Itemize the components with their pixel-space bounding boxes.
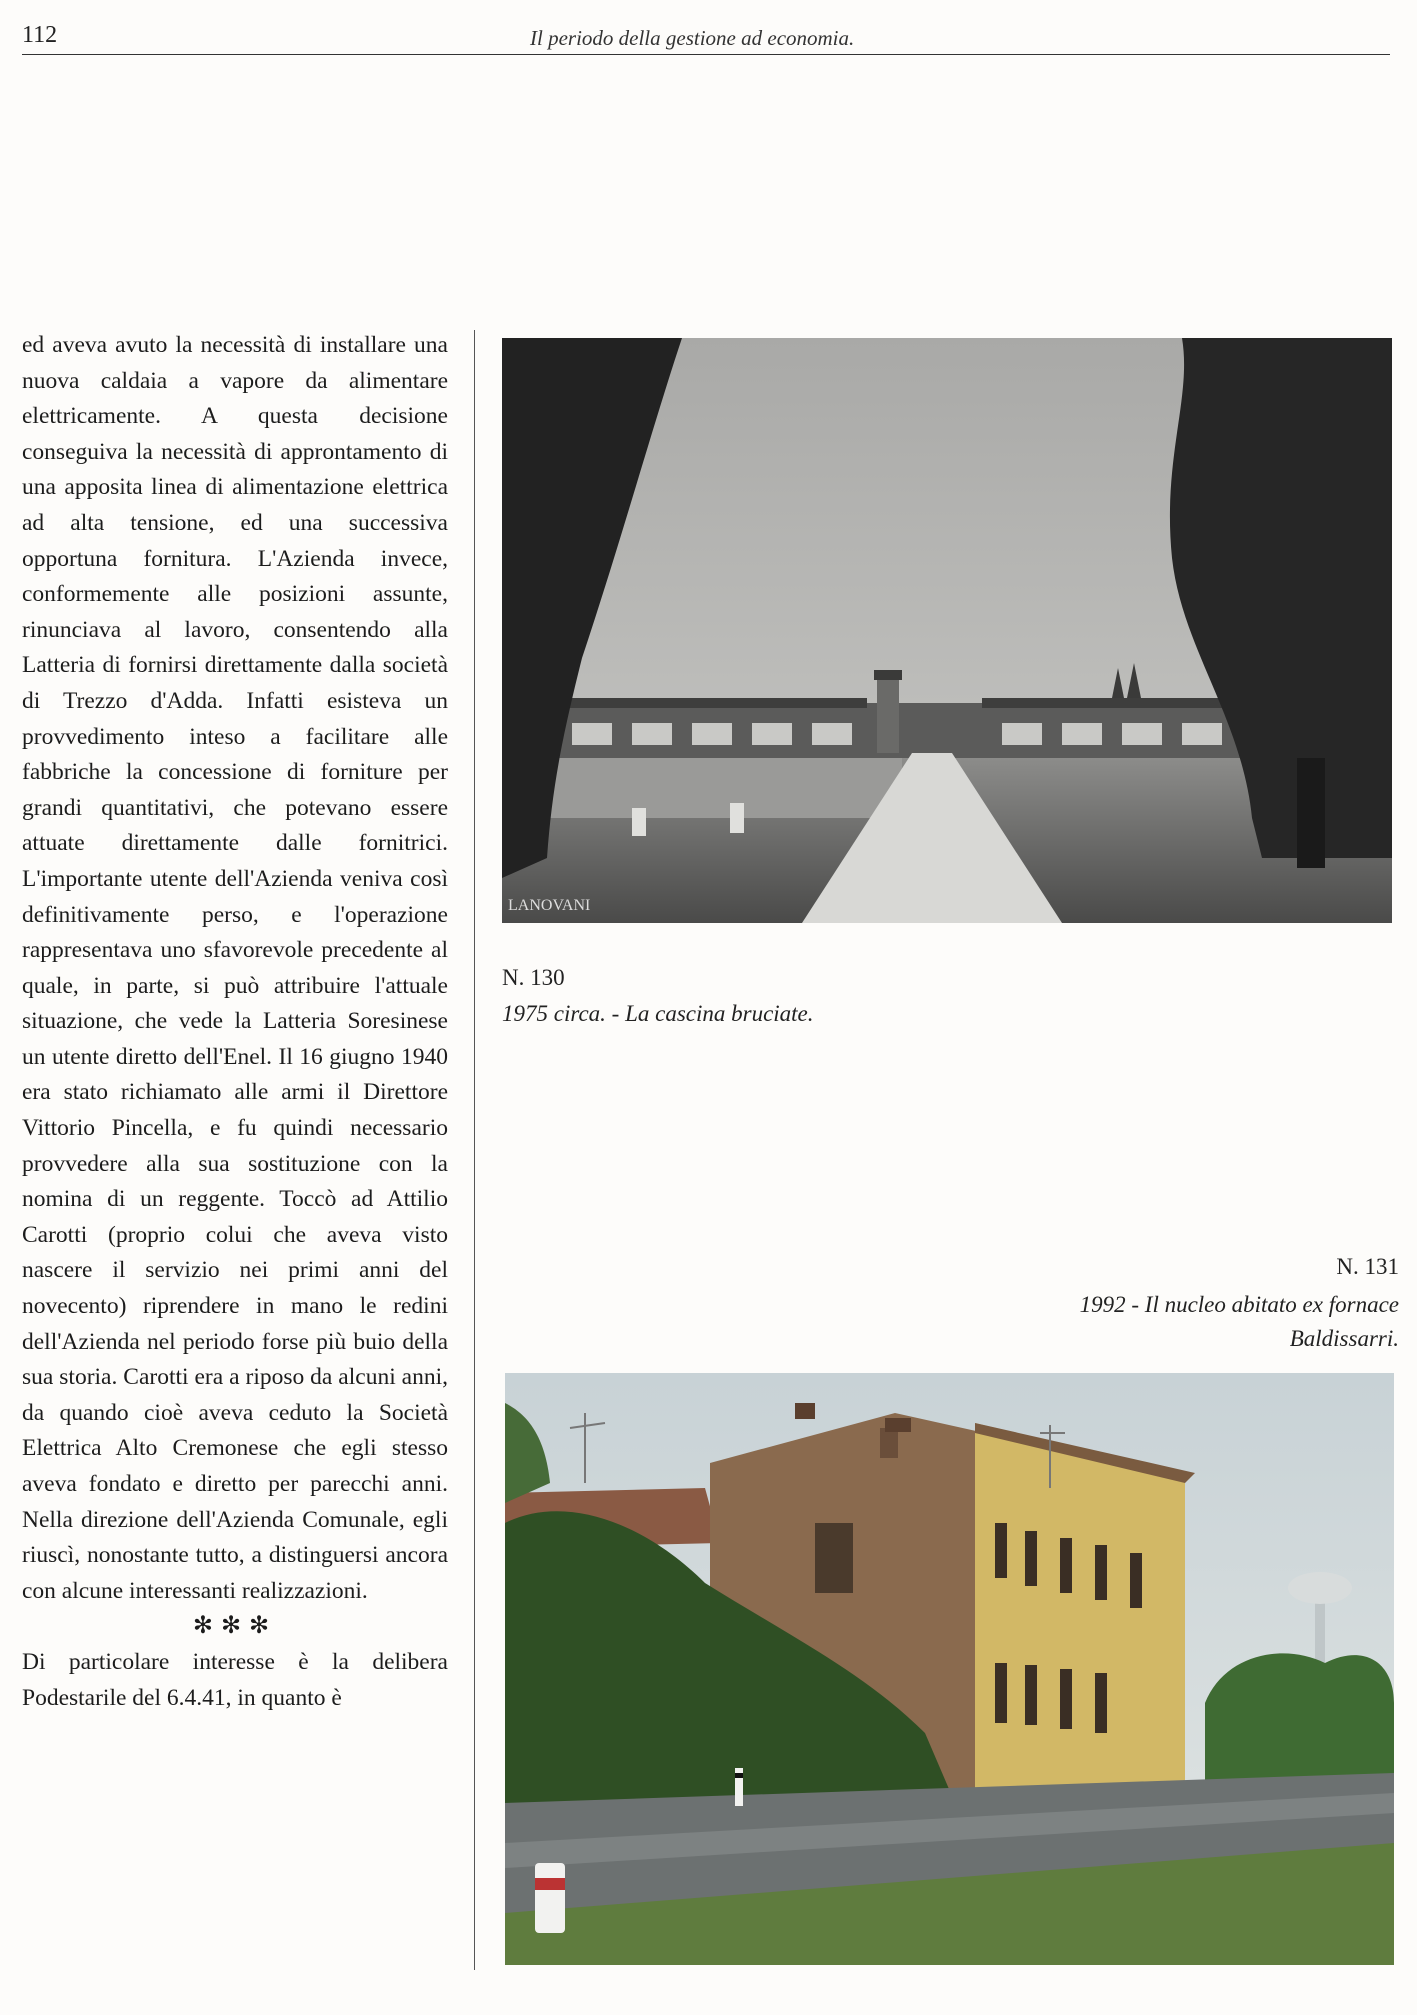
column-divider	[474, 330, 475, 1970]
photo-house-color	[505, 1373, 1394, 1965]
paragraph: Di particolare interesse è la delibera Podestarile del 6.4.41, in quanto è	[22, 1648, 448, 1711]
running-title: Il periodo della gestione ad economia.	[530, 26, 855, 50]
asterism: ✻✻✻	[192, 1613, 278, 1640]
caption-figure-130	[502, 965, 814, 1031]
body-text	[22, 328, 448, 1716]
farmstead-illustration	[502, 338, 1392, 923]
photo-farmstead-bw	[502, 338, 1392, 923]
house-illustration	[505, 1373, 1394, 1965]
figure-caption-line: Baldissarri.	[1289, 1326, 1399, 1351]
paragraph: ed aveva avuto la necessità di installare una nuova caldaia a vapore da alimentare elettricamente. A questa decisione conseguiva la necessità di approntamento di una apposita linea di alimentazione elettrica ad alta tensione, ed una successiva opportuna fornitura. L'Azienda invece, conformemente alle posizioni assunte, rinunciava al lavoro, consentendo alla Latteria di fornirsi direttamente dalla società di Trezzo d'Adda. Infatti esisteva un provvedimento inteso a facilitare alle fabbriche la concessione di forniture per grandi quantitativi, che potevano essere attuate direttamente dalle fornitrici. L'importante utente dell'Azienda veniva così definitivamente perso, e l'operazione rappresentava uno sfavorevole precedente al quale, in parte, si può attribuire l'attuale situazione, che vede la Latteria Soresinese un utente diretto dell'Enel. Il 16 giugno 1940 era stato richiamato alle armi il Direttore Vittorio Pincella, e fu quindi necessario provvedere alla sua sostituzione con la nomina di un reggente. Toccò ad Attilio Carotti (proprio colui che aveva visto nascere il servizio nei primi anni del novecento) riprendere in mano le redini dell'Azienda nel periodo forse più buio della sua storia. Carotti era a riposo da alcuni anni, da quando cioè aveva ceduto la Società Elettrica Alto Cremonese che egli stesso aveva fondato e diretto per parecchi anni. Nella direzione dell'Azienda Comunale, egli riuscì, nonostante tutto, a distinguersi ancora con alcune interessanti realizzazioni.	[22, 332, 448, 1604]
page-number: 112	[22, 22, 58, 48]
figure-caption: 1975 circa. - La cascina bruciate.	[502, 1001, 814, 1026]
figure-caption-line: 1992 - Il nucleo abitato ex fornace	[1079, 1292, 1399, 1317]
figure-number: N. 130	[502, 965, 565, 990]
photo-signature: LANOVANI	[508, 897, 591, 914]
header-rule	[22, 54, 1390, 55]
caption-figure-131	[879, 1254, 1399, 1356]
figure-number: N. 131	[1336, 1254, 1399, 1279]
